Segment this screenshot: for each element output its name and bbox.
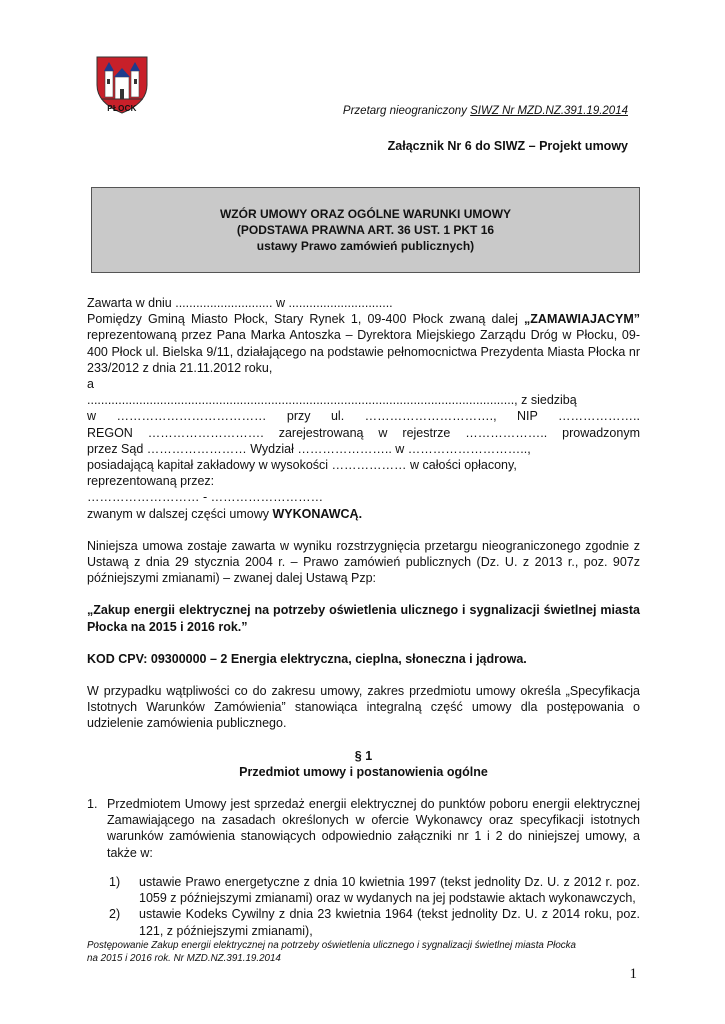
cpv-code: KOD CPV: 09300000 – 2 Energia elektryczna, cieplna, słoneczna i jądrowa. xyxy=(87,651,527,666)
footer-line-2: na 2015 i 2016 rok. Nr MZD.NZ.391.19.2014 xyxy=(87,952,281,964)
and-line: a xyxy=(87,377,94,392)
attachment-title: Załącznik Nr 6 do SIWZ – Projekt umowy xyxy=(387,139,628,153)
address-line: w ……………………………… przy ul. …………………………., NIP ……………….. xyxy=(87,409,640,424)
footer-line-1: Postępowanie Zakup energii elektrycznej na potrzeby oświetlenia ulicznego i sygnalizacji świetlnej miasta Płocka xyxy=(87,940,577,951)
contract-body xyxy=(87,295,640,939)
section-title: Przedmiot umowy i postanowienia ogólne xyxy=(239,764,488,779)
concluded-line: Zawarta w dniu ............................ w .............................. xyxy=(87,296,393,310)
representatives-line: ……………………… - ……………………… xyxy=(87,490,324,505)
sub-list-item-number: 2) xyxy=(109,907,121,922)
sub-list-item xyxy=(109,874,640,906)
list-item xyxy=(87,796,640,861)
tender-reference-number: SIWZ Nr MZD.NZ.391.19.2014 xyxy=(470,105,628,117)
doubt-paragraph: W przypadku wątpliwości co do zakresu umowy, zakres przedmiotu umowy określa „Specyfikacja Istotnych Warunków Zamówienia” stanowiąca integralną część umowy dla postępowania o udzielenie zamówienia publicznego. xyxy=(87,684,640,731)
title-line-1: WZÓR UMOWY ORAZ OGÓLNE WARUNKI UMOWY xyxy=(219,207,512,221)
list-item-number: 1. xyxy=(87,797,98,812)
list-item-text: Przedmiotem Umowy jest sprzedaż energii elektrycznej do punktów poboru energii elektrycznej Zamawiającego na zasadach określonych w ofercie Wykonawcy oraz specyfikacji istotnych warunków zamówienia stanowiących odpowiednio załączniki nr 1 i 2 do niniejszej umowy, a także w: xyxy=(107,797,640,860)
representation-line: reprezentowaną przez: xyxy=(87,474,215,489)
sub-list-item xyxy=(109,906,640,938)
title-box xyxy=(91,187,640,273)
seat-line: ..........................................................................................................................., z siedzibą xyxy=(87,393,577,408)
logo-caption: PŁOCK xyxy=(107,104,137,113)
page-footer xyxy=(87,940,647,965)
wykonawca-label: WYKONAWCĄ. xyxy=(272,506,363,521)
subject-paragraph: „Zakup energii elektrycznej na potrzeby oświetlenia ulicznego i sygnalizacji świetlnej miasta Płocka na 2015 i 2016 rok.” xyxy=(87,603,640,634)
title-line-2: (PODSTAWA PRAWNA ART. 36 UST. 1 PKT 16 xyxy=(236,223,495,237)
regon-line: REGON ………………………. zarejestrowaną w rejestrze ……………….. prowadzonym xyxy=(87,425,640,440)
capital-line: posiadającą kapitał zakładowy w wysokości ……………… w całości opłacony, xyxy=(87,458,517,473)
intro-paragraph: Niniejsza umowa zostaje zawarta w wyniku rozstrzygnięcia przetargu nieograniczonego zgodnie z Ustawą z dnia 29 stycznia 2004 r. – Prawo zamówień publicznych (Dz. U. z 2013 r., poz. 907z późniejszymi zmianami) – zwanej dalej Ustawą Pzp: xyxy=(87,538,640,586)
between-text-b: reprezentowaną przez Pana Marka Antoszka – Dyrektora Miejskiego Zarządu Dróg w Płocku, 09-400 Płock ul. Bielska 9/11, działającego na podstawie pełnomocnictwa Prezydenta Miasta Płocka nr 233/2012 z dnia 21.11.2012 roku, xyxy=(87,328,640,375)
court-line: przez Sąd …………………… Wydział ………………….. w ……………………….., xyxy=(87,441,531,456)
tender-reference-prefix: Przetarg nieograniczony xyxy=(342,105,471,117)
wykonawca-line xyxy=(87,506,640,522)
title-line-3: ustawy Prawo zamówień publicznych) xyxy=(256,239,475,253)
parties-paragraph xyxy=(87,311,640,376)
sub-list-item-text: ustawie Kodeks Cywilny z dnia 23 kwietnia 1964 (tekst jednolity Dz. U. z 2014 roku, poz. 121, z późniejszymi zmianami), xyxy=(139,907,640,938)
sub-list-item-number: 1) xyxy=(109,874,121,889)
section-number: § 1 xyxy=(354,748,373,763)
between-text-a: Pomiędzy Gminą Miasto Płock, Stary Rynek 1, 09-400 Płock zwaną dalej xyxy=(87,312,518,327)
tender-reference xyxy=(343,105,628,117)
wykonawca-prefix: zwanym w dalszej części umowy xyxy=(87,506,273,521)
page-number: 1 xyxy=(629,966,637,982)
sub-list-item-text: ustawie Prawo energetyczne z dnia 10 kwietnia 1997 (tekst jednolity Dz. U. z 2012 r. poz. 1059 z późniejszymi zmianami) oraz w wydanych na jej podstawie aktach wykonawczych, xyxy=(139,874,640,906)
zamawiajacy-label: „ZAMAWIAJACYM” xyxy=(524,312,640,327)
